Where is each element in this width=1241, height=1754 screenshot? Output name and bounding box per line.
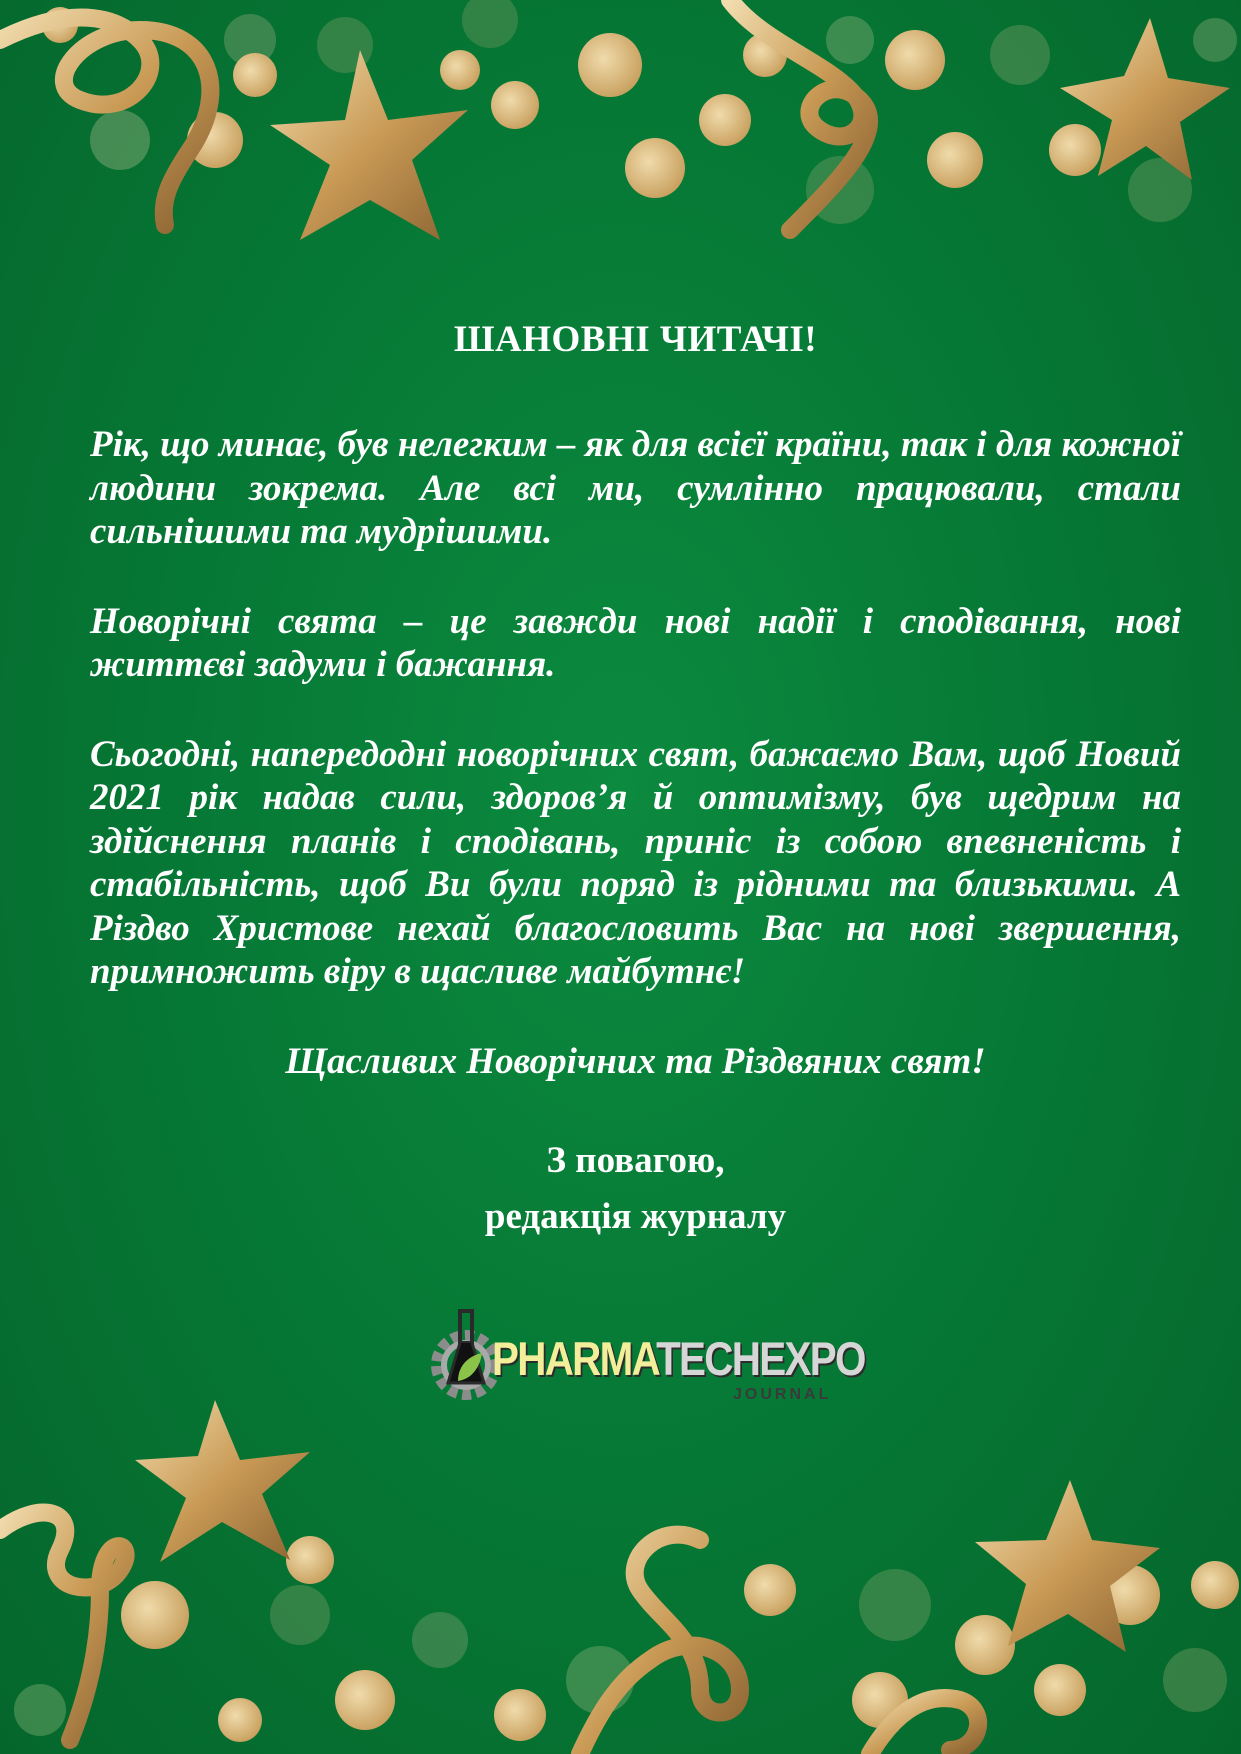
star-icon [270, 18, 1230, 240]
bokeh-dots [14, 1536, 1239, 1742]
bottom-decoration [0, 1390, 1241, 1754]
star-icon [135, 1400, 1160, 1652]
logo-pharma: PHARMA [492, 1332, 657, 1385]
holiday-wish: Щасливих Новорічних та Різдвяних свят! [285, 1040, 986, 1082]
ribbon-icon [0, 1513, 978, 1754]
pharmatechexpo-logo [428, 1303, 865, 1413]
letter [90, 318, 1181, 1245]
logo-techexpo: TECHEXPO [656, 1332, 865, 1385]
paragraph-1: Рік, що минає, був нелегким – як для всієї країни, так і для кожної людини зокрема. Але всі ми, сумлінно працювали, стали сильнішими та мудрішими. [90, 424, 1181, 552]
paragraph-3: Сьогодні, напередодні новорічних свят, бажаємо Вам, щоб Новий 2021 рік надав сили, здоров’я й оптимізму, був щедрим на здійснення планів і сподівань, приніс із собою впевненість і стабільність, щоб Ви були поряд із рідними та близькими. А Різдво Христове нехай благословить Вас на нові звершення, примножить віру в щасливе майбутнє! [90, 733, 1181, 992]
ribbon-icon [0, 0, 869, 230]
logo-subtitle: JOURNAL [733, 1386, 832, 1403]
signature-line: редакція журналу [484, 1195, 787, 1237]
logo-wordmark [492, 1331, 865, 1386]
paragraph-2: Новорічні свята – це завжди нові надії і сподівання, нові життєві задуми і бажання. [90, 600, 1181, 685]
letter-heading: ШАНОВНІ ЧИТАЧІ! [453, 319, 818, 360]
bokeh-dots [42, 0, 1237, 224]
top-decoration [0, 0, 1241, 270]
closing-line: З повагою, [546, 1139, 725, 1181]
